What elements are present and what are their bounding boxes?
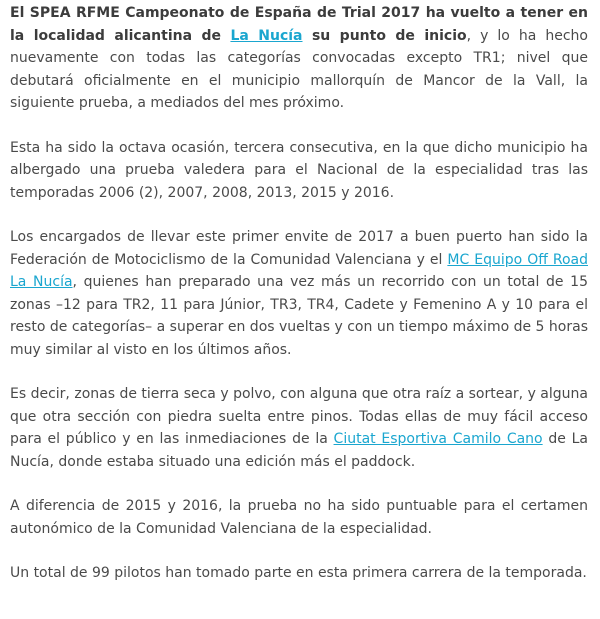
paragraph-intro [10, 2, 588, 115]
terrain-text-after: de La Nucía, donde estaba situado una edición más el paddock. [10, 431, 589, 470]
link-ciutat-esportiva[interactable]: Ciutat Esportiva Camilo Cano [333, 431, 543, 447]
paragraph-organizers [10, 226, 588, 361]
organizers-text-after: , quienes han preparado una vez más un recorrido con un total de 15 zonas –12 para TR2, 11 para Júnior, TR3, TR4, Cadete y Femenino A y 10 para el resto de categorías– a superar en dos vueltas y con un tiempo máximo de 5 horas muy similar al visto en los últimos años. [10, 274, 589, 358]
link-la-nucia[interactable]: La Nucía [230, 27, 303, 44]
paragraph-terrain [10, 383, 588, 473]
terrain-text-before: Es decir, zonas de tierra seca y polvo, con alguna que otra raíz a sortear, y alguna que otra sección con piedra suelta entre pinos. Todas ellas de muy fácil acceso para el público y en las inmediaciones de la [10, 386, 588, 447]
history-text: Esta ha sido la octava ocasión, tercera consecutiva, en la que dicho municipio ha albergado una prueba valedera para el Nacional de la especialidad tras las temporadas 2006 (2), 2007, 2008, 2013, 2015 y 2016. [10, 139, 588, 201]
paragraph-participants [10, 562, 588, 585]
paragraph-scoring [10, 495, 588, 540]
article-body [0, 2, 600, 585]
link-mc-equipo-off-road[interactable]: MC Equipo Off Road La Nucía [10, 251, 588, 290]
intro-lead-text: El SPEA RFME Campeonato de España de Trial 2017 ha vuelto a tener en la localidad alicantina de [10, 5, 588, 44]
paragraph-history [10, 137, 588, 205]
intro-rest-text: , y lo ha hecho nuevamente con todas las categorías convocadas excepto TR1; nivel que debutará oficialmente en el municipio mallorquín de Mancor de la Vall, la siguiente prueba, a mediados del mes próximo. [10, 27, 588, 111]
organizers-text-before: Los encargados de llevar este primer envite de 2017 a buen puerto han sido la Federación de Motociclismo de la Comunidad Valenciana y el [10, 229, 588, 268]
scoring-text: A diferencia de 2015 y 2016, la prueba no ha sido puntuable para el certamen autonómico de la Comunidad Valenciana de la especialidad. [10, 498, 588, 537]
intro-lead-text-end: su punto de inicio [302, 27, 467, 44]
participants-text: Un total de 99 pilotos han tomado parte en esta primera carrera de la temporada. [10, 565, 587, 581]
